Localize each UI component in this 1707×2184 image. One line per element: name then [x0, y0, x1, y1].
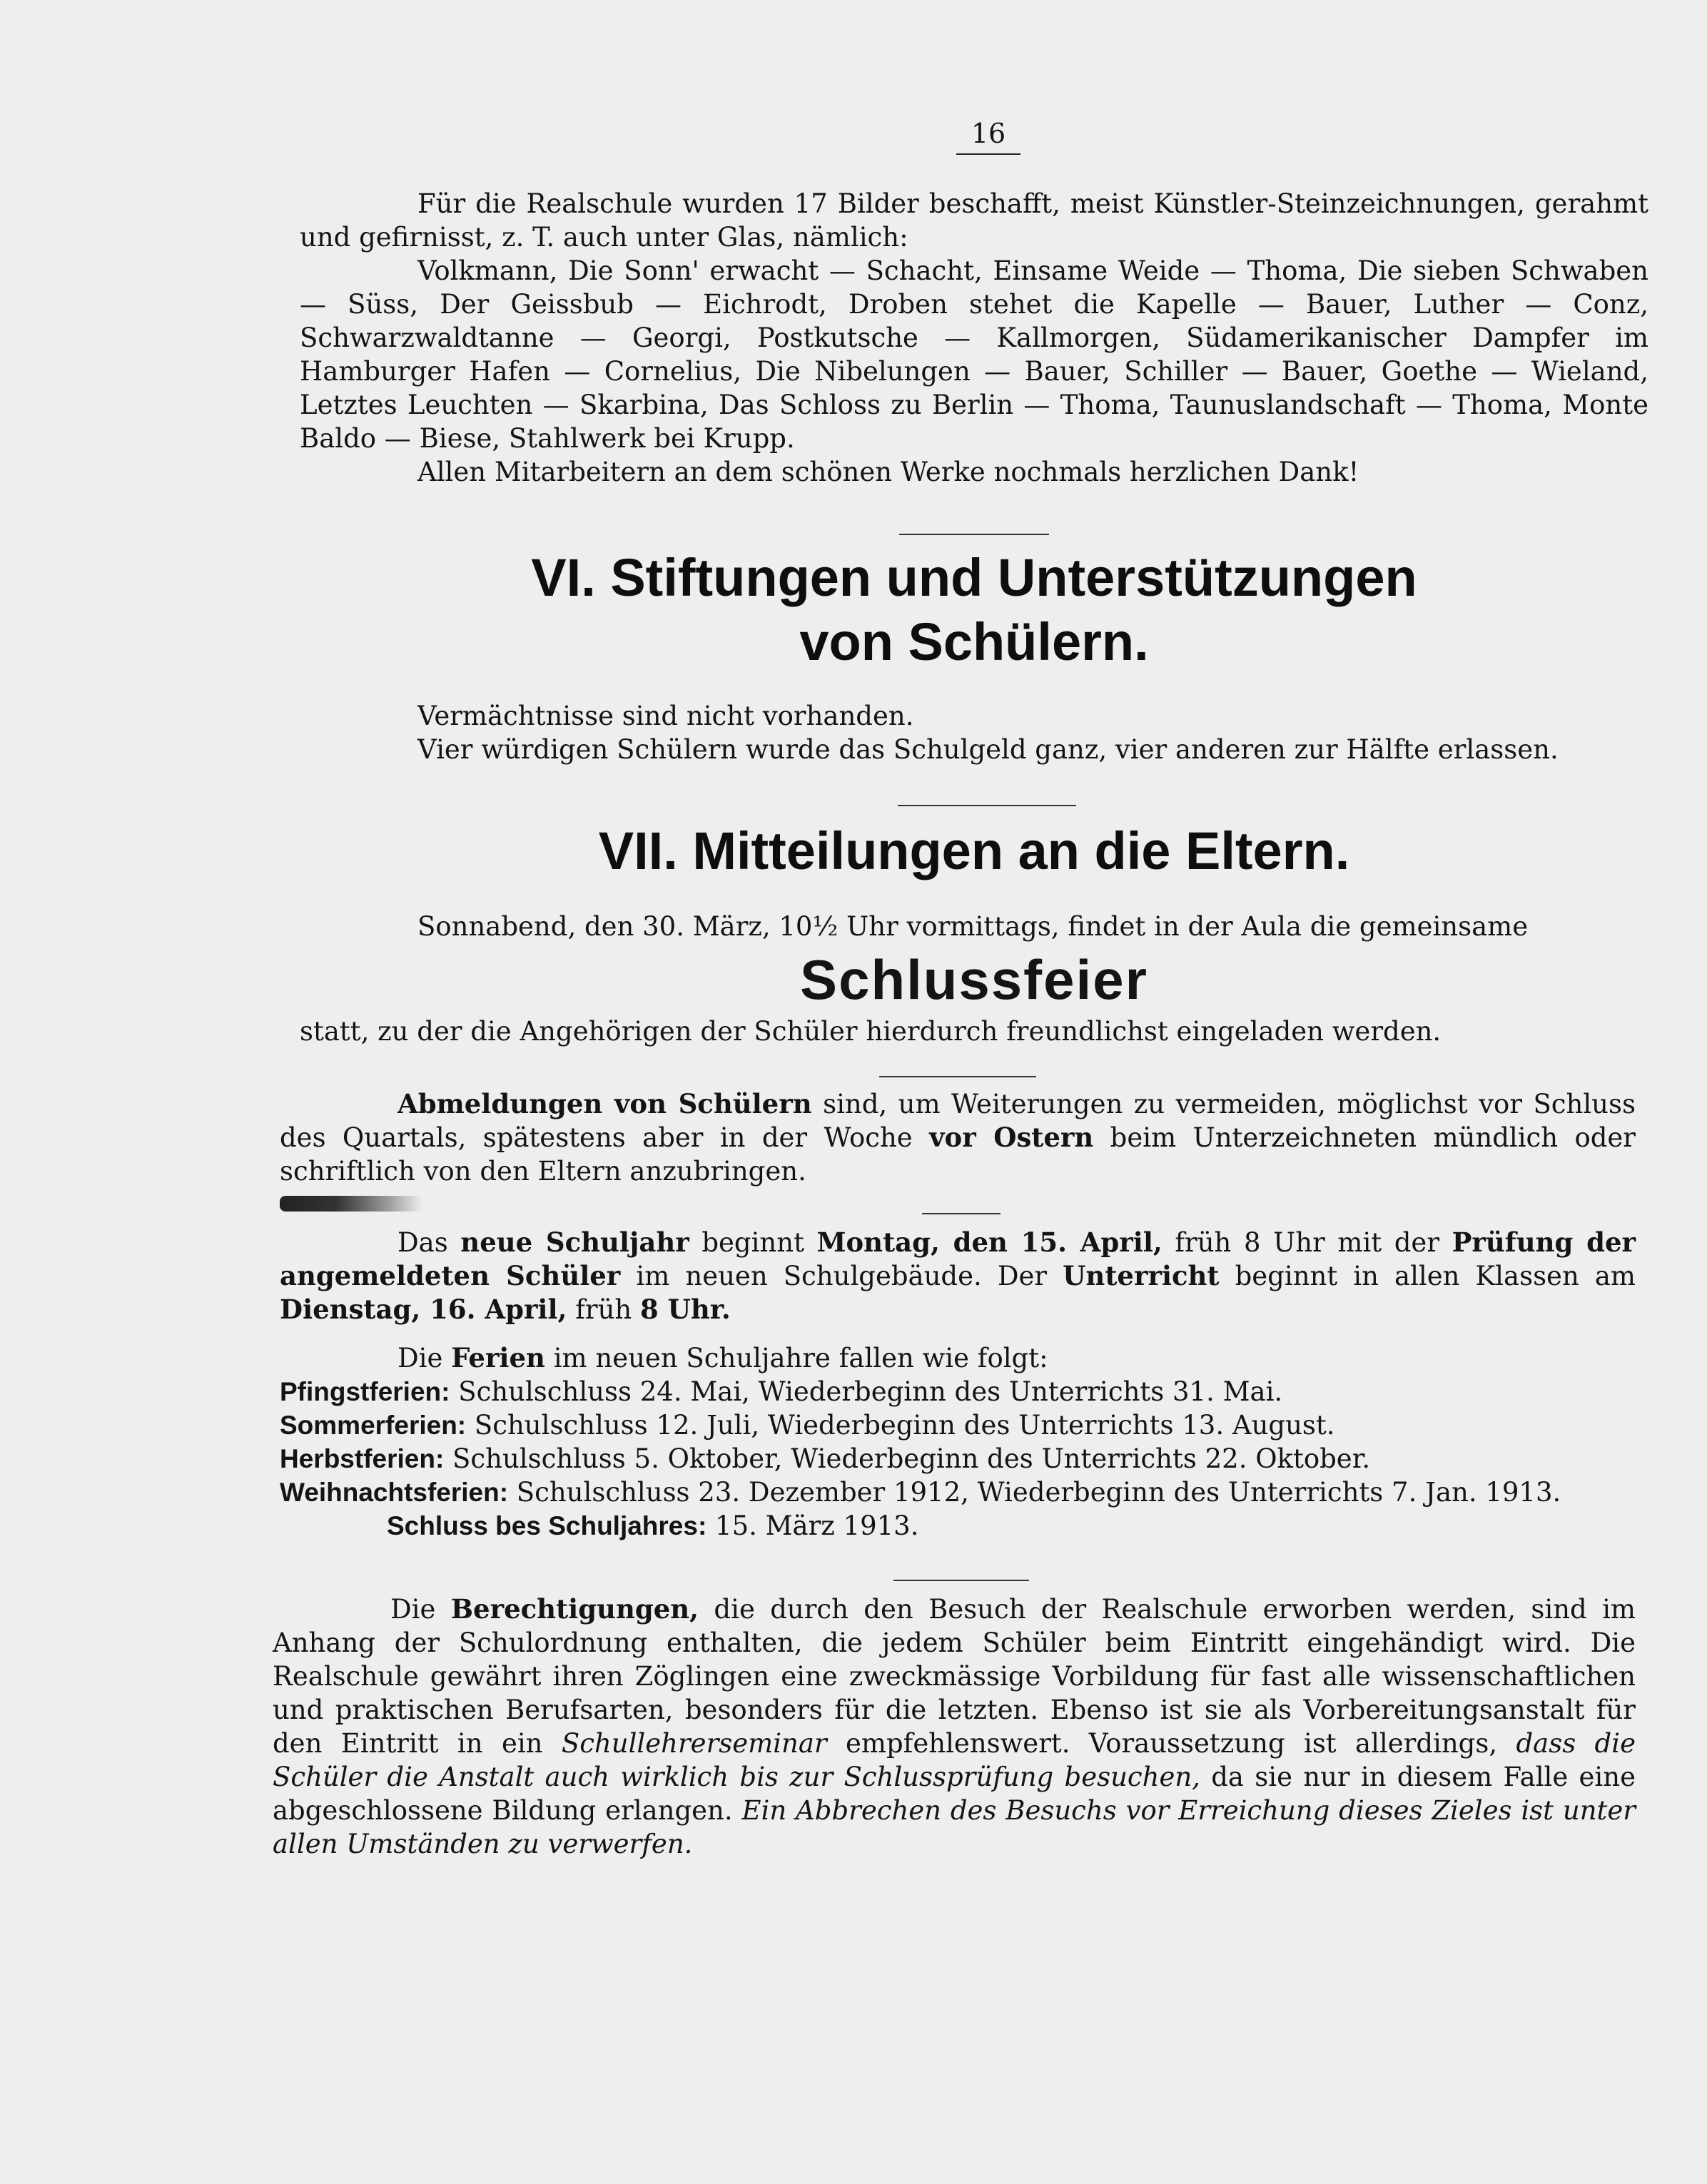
sj-text: früh — [567, 1294, 641, 1325]
ferien-item — [280, 1408, 1636, 1442]
sj-text: Das — [397, 1227, 461, 1258]
schuljahr-paragraph — [280, 1226, 1636, 1326]
ber-text: die durch den Besuch der Realschule erworben werden, sind im Anhang der Schulordnung enthalten, die jedem Schüler beim Eintritt eingehändigt wird. Die Realschule gewährt ihren Zöglingen eine zweckmässige Vorbildung für fast alle wissenschaftlichen und praktischen Berufsarten, besonders für die letzten. Ebenso ist sie als Vorbereitungsanstalt für den Eintritt in ein — [273, 1594, 1636, 1759]
ber-text: empfehlenswert. Voraussetzung ist allerdings, — [826, 1728, 1516, 1759]
divider — [893, 1580, 1029, 1581]
section-6-line2: Vier würdigen Schülern wurde das Schulgeld ganz, vier anderen zur Hälfte erlassen. — [417, 734, 1559, 765]
ber-text: Die — [390, 1594, 451, 1625]
section-7 — [300, 819, 1648, 883]
abmeldung-text: sind, um Weiterungen zu vermeiden, möglichst vor Schluss des Quartals, spätestens aber in der Woche — [280, 1089, 1636, 1153]
abmeldung-block — [280, 1087, 1636, 1188]
ferien-text: Die — [397, 1343, 452, 1373]
ferien-item — [280, 1442, 1636, 1476]
section-6 — [300, 546, 1648, 674]
abmeldung-text-end: beim Unterzeichneten mündlich oder schriftlich von den Eltern anzubringen. — [280, 1122, 1636, 1187]
divider — [898, 805, 1076, 806]
sj-text: beginnt in allen Klassen am — [1219, 1261, 1636, 1291]
section-6-body — [300, 699, 1648, 766]
ferien-bold: Ferien — [451, 1342, 545, 1373]
divider — [899, 534, 1049, 535]
intro-block — [300, 187, 1648, 489]
ferien-dates: Schulschluss 24. Mai, Wiederbeginn des Unterrichts 31. Mai. — [450, 1376, 1283, 1407]
sj-bold-date: Montag, den 15. April, — [816, 1226, 1163, 1258]
ferien-name: Herbstferien: — [280, 1444, 445, 1473]
ferien-name: Pfingstferien: — [280, 1377, 450, 1406]
schlussfeier-block — [300, 910, 1648, 1048]
page-number: 16 — [956, 118, 1020, 155]
picture-list-paragraph: Volkmann, Die Sonn' erwacht — Schacht, Einsame Weide — Thoma, Die sieben Schwaben — Süss, Der Geissbub — Eichrodt, Droben stehet die Kapelle — Bauer, Luther — Conz, Schwarzwaldtanne — Georgi, Postkutsche — Kallmorgen, Südamerikanischer Dampfer im Hamburger Hafen — Cornelius, Die Nibelungen — Bauer, Schiller — Bauer, Goethe — Wieland, Letztes Leuchten — Skarbina, Das Schloss zu Berlin — Thoma, Taunuslandschaft — Thoma, Monte Baldo — Biese, Stahlwerk bei Krupp. — [300, 255, 1648, 454]
abmeldung-paragraph — [280, 1087, 1636, 1188]
schuljahr-block — [280, 1226, 1636, 1326]
ferien-dates: Schulschluss 5. Oktober, Wiederbeginn des Unterrichts 22. Oktober. — [444, 1443, 1371, 1474]
section-6-heading — [300, 546, 1648, 674]
sj-bold: neue Schuljahr — [460, 1226, 689, 1258]
feier-outro: statt, zu der die Angehörigen der Schüler hierdurch freundlichst eingeladen werden. — [300, 1016, 1442, 1047]
schluss-item — [280, 1509, 1636, 1543]
schluss-date: 15. März 1913. — [706, 1510, 919, 1541]
divider — [922, 1213, 1001, 1214]
section-7-heading: VII. Mitteilungen an die Eltern. — [598, 821, 1350, 880]
sj-text: beginnt — [689, 1227, 817, 1258]
section-6-line1: Vermächtnisse sind nicht vorhanden. — [417, 701, 914, 731]
ferien-text: im neuen Schuljahre fallen wie folgt: — [544, 1343, 1048, 1373]
divider — [879, 1076, 1036, 1077]
ber-text: da sie nur in diesem Falle eine abgeschlossene Bildung erlangen. — [273, 1762, 1636, 1826]
thanks-paragraph: Allen Mitarbeitern an dem schönen Werke nochmals herzlichen Dank! — [417, 457, 1359, 487]
schluss-bold: Schluss bes Schuljahres: — [387, 1511, 707, 1540]
ferien-list — [280, 1375, 1636, 1543]
ferien-item — [280, 1375, 1636, 1408]
ber-bold: Berechtigungen, — [450, 1593, 699, 1625]
ferien-item — [280, 1476, 1636, 1509]
ferien-dates: Schulschluss 23. Dezember 1912, Wiederbeginn des Unterrichts 7. Jan. 1913. — [508, 1477, 1561, 1508]
berechtigungen-paragraph — [273, 1593, 1636, 1861]
section-6-heading-line2: von Schülern. — [799, 612, 1149, 671]
sj-bold-time: 8 Uhr. — [640, 1294, 731, 1325]
sj-bold-pruefung: Prüfung der angemeldeten Schüler — [280, 1226, 1636, 1291]
feier-intro: Sonnabend, den 30. März, 10½ Uhr vormittags, findet in der Aula die gemeinsame — [417, 911, 1529, 942]
berechtigungen-block — [273, 1593, 1636, 1861]
sj-text: früh 8 Uhr mit der — [1162, 1227, 1452, 1258]
sj-bold-dienstag: Dienstag, 16. April, — [280, 1294, 567, 1325]
ferien-dates: Schulschluss 12. Juli, Wiederbeginn des Unterrichts 13. August. — [466, 1410, 1335, 1441]
ferien-name: Weihnachtsferien: — [280, 1478, 509, 1507]
ferien-block — [280, 1341, 1636, 1543]
sj-bold-unterricht: Unterricht — [1063, 1260, 1220, 1291]
ber-italic: Ein Abbrechen des Besuchs vor Erreichung dieses Zieles ist unter allen Umständen zu verwerfen. — [273, 1795, 1636, 1859]
schlussfeier-title: Schlussfeier — [800, 948, 1148, 1011]
ferien-intro — [280, 1341, 1636, 1375]
intro-paragraph: Für die Realschule wurden 17 Bilder beschafft, meist Künstler-Steinzeichnungen, gerahmt und gefirnisst, z. T. auch unter Glas, nämlich: — [300, 188, 1648, 253]
section-6-heading-line1: VI. Stiftungen und Unterstützungen — [531, 548, 1417, 607]
ink-smudge — [280, 1196, 422, 1212]
abmeldung-bold: Abmeldungen von Schülern — [397, 1088, 812, 1119]
ber-italic: Schullehrerseminar — [561, 1728, 827, 1759]
ferien-name: Sommerferien: — [280, 1411, 467, 1440]
abmeldung-bold-ostern: vor Ostern — [929, 1122, 1094, 1153]
sj-text: im neuen Schulgebäude. Der — [620, 1261, 1063, 1291]
ber-italic: dass die Schüler die Anstalt auch wirklich bis zur Schlussprüfung besuchen, — [273, 1728, 1636, 1792]
